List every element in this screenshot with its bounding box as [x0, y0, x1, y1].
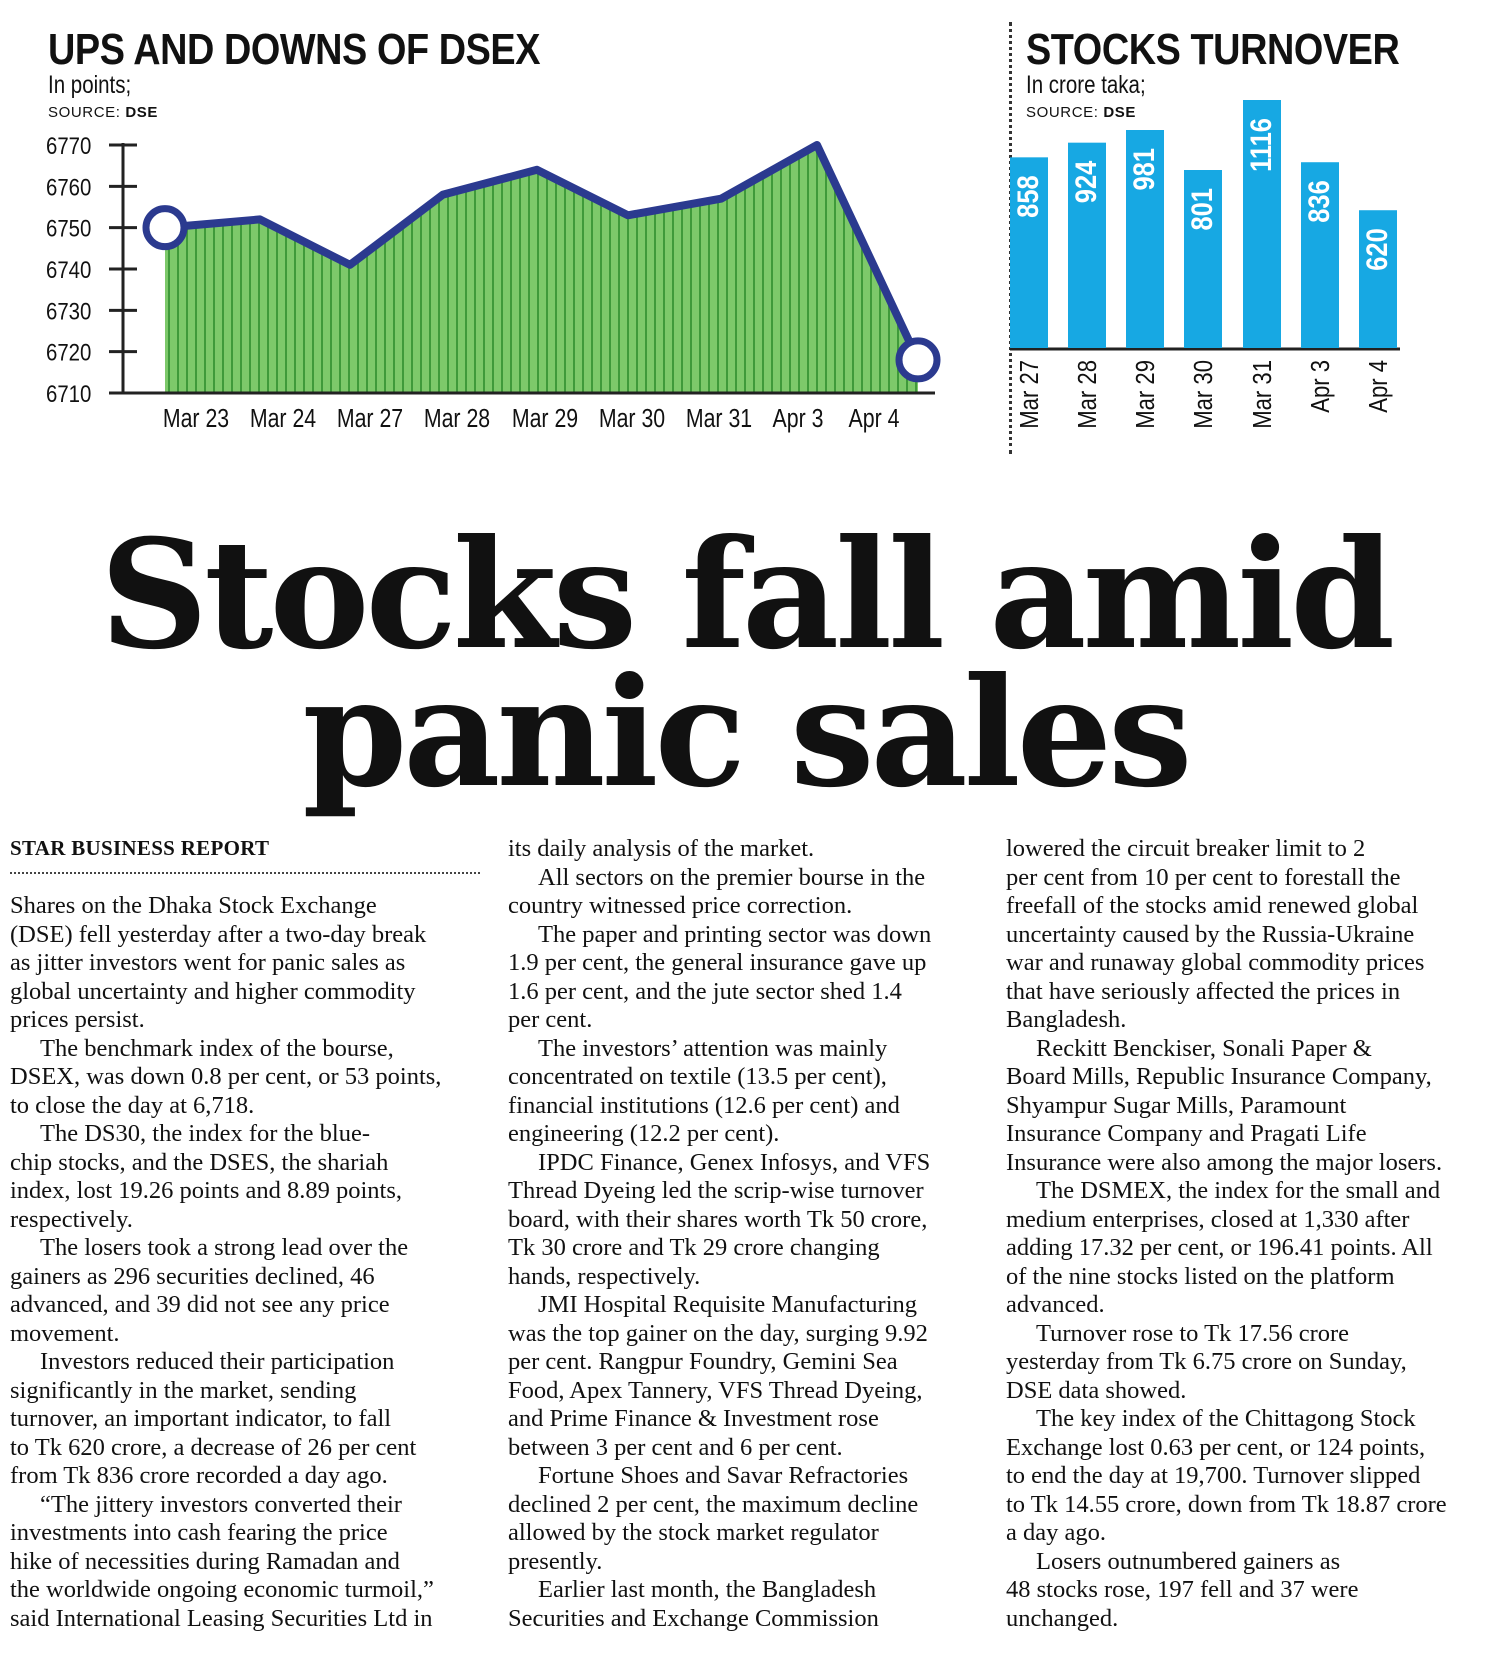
article-line: adding 17.32 per cent, or 196.41 points. All — [1006, 1234, 1433, 1261]
article-line: advanced. — [1006, 1291, 1105, 1318]
dsex-y-tick-label: 6770 — [46, 132, 92, 160]
article-line: to end the day at 19,700. Turnover slipped — [1006, 1462, 1421, 1489]
article-line: unchanged. — [1006, 1604, 1119, 1632]
turnover-bar-chart — [1010, 90, 1490, 460]
article-line: prices persist. — [10, 1006, 145, 1033]
article-line: allowed by the stock market regulator — [508, 1519, 879, 1546]
article-line: Fortune Shoes and Savar Refractories — [538, 1462, 909, 1489]
turnover-x-tick-label: Apr 3 — [1306, 360, 1336, 413]
dsex-x-tick-label: Mar 27 — [336, 404, 404, 434]
article-line: financial institutions (12.6 per cent) and — [508, 1091, 900, 1119]
article-line: All sectors on the premier bourse in the — [538, 863, 926, 891]
article-line: concentrated on textile (13.5 per cent), — [508, 1063, 887, 1090]
article-line: JMI Hospital Requisite Manufacturing — [538, 1291, 918, 1318]
dsex-point-marker — [899, 341, 937, 379]
dsex-area-chart — [0, 120, 1000, 450]
article-line: engineering (12.2 per cent). — [508, 1120, 780, 1147]
article-line: freefall of the stocks amid renewed global — [1006, 892, 1419, 919]
article-line: and Prime Finance & Investment rose — [508, 1405, 879, 1432]
article-line: Insurance Company and Pragati Life — [1006, 1120, 1367, 1147]
turnover-chart-source: SOURCE: DSE — [1026, 104, 1136, 121]
byline-rule — [10, 872, 480, 874]
article-line: Earlier last month, the Bangladesh — [538, 1576, 877, 1603]
article-line: (DSE) fell yesterday after a two-day break — [10, 920, 427, 948]
article-line: hands, respectively. — [508, 1262, 701, 1290]
dsex-area-fill — [165, 145, 918, 393]
turnover-bar-value-label: 620 — [1360, 228, 1394, 271]
article-line: DSEX, was down 0.8 per cent, or 53 points, — [10, 1063, 442, 1090]
article-line: was the top gainer on the day, surging 9.92 — [508, 1319, 928, 1347]
article-line: Reckitt Benckiser, Sonali Paper & — [1036, 1034, 1372, 1062]
article-line: index, lost 19.26 points and 8.89 points, — [10, 1177, 402, 1204]
turnover-chart-subtitle: In crore taka; — [1026, 71, 1146, 99]
article-line: 48 stocks rose, 197 fell and 37 were — [1006, 1576, 1359, 1603]
article-line: medium enterprises, closed at 1,330 after — [1006, 1205, 1410, 1233]
turnover-bar-value-label: 858 — [1011, 175, 1045, 218]
article-line: the worldwide ongoing economic turmoil,” — [10, 1576, 434, 1603]
dsex-y-tick-label: 6710 — [46, 380, 92, 408]
article-line: The paper and printing sector was down — [538, 920, 932, 948]
article-line: respectively. — [10, 1205, 133, 1233]
article-line: significantly in the market, sending — [10, 1376, 357, 1404]
article-line: country witnessed price correction. — [508, 892, 853, 919]
article-line: Losers outnumbered gainers as — [1036, 1547, 1341, 1575]
article-line: per cent from 10 per cent to forestall the — [1006, 863, 1401, 891]
article-line: yesterday from Tk 6.75 crore on Sunday, — [1006, 1348, 1407, 1375]
article-line: The key index of the Chittagong Stock — [1036, 1405, 1416, 1432]
article-line: to Tk 14.55 crore, down from Tk 18.87 crore — [1006, 1490, 1447, 1518]
article-line: Thread Dyeing led the scrip-wise turnover — [508, 1177, 924, 1204]
article-line: uncertainty caused by the Russia-Ukraine — [1006, 920, 1415, 948]
article-line: hike of necessities during Ramadan and — [10, 1547, 400, 1575]
article-line: per cent. Rangpur Foundry, Gemini Sea — [508, 1348, 898, 1375]
turnover-bar-value-label: 1116 — [1244, 118, 1278, 172]
dsex-chart-subtitle: In points; — [48, 71, 132, 99]
article-line: DSE data showed. — [1006, 1376, 1187, 1404]
article-line: Turnover rose to Tk 17.56 crore — [1036, 1319, 1350, 1347]
dsex-x-tick-label: Mar 24 — [249, 404, 317, 434]
article-line: Shyampur Sugar Mills, Paramount — [1006, 1091, 1347, 1119]
article-line: Tk 30 crore and Tk 29 crore changing — [508, 1234, 880, 1261]
dsex-x-tick-label: Mar 28 — [423, 404, 491, 434]
article-line: gainers as 296 securities declined, 46 — [10, 1262, 375, 1290]
article-column-3 — [1006, 835, 1481, 1633]
headline-line-2: panic sales — [302, 645, 1189, 821]
article-line: Exchange lost 0.63 per cent, or 124 points, — [1006, 1433, 1426, 1461]
article-line: of the nine stocks listed on the platform — [1006, 1262, 1395, 1290]
article-line: turnover, an important indicator, to fall — [10, 1405, 392, 1432]
article-line: between 3 per cent and 6 per cent. — [508, 1433, 843, 1461]
dsex-y-tick-label: 6760 — [46, 173, 92, 201]
article-line: to Tk 620 crore, a decrease of 26 per cent — [10, 1433, 417, 1461]
article-line: per cent. — [508, 1006, 593, 1033]
article-line: The DS30, the index for the blue- — [40, 1120, 370, 1147]
article-line: IPDC Finance, Genex Infosys, and VFS — [538, 1148, 931, 1176]
article-line: Investors reduced their participation — [40, 1348, 395, 1375]
byline: STAR BUSINESS REPORT — [10, 836, 270, 860]
article-line: The DSMEX, the index for the small and — [1036, 1177, 1441, 1204]
article-line: The losers took a strong lead over the — [40, 1234, 409, 1261]
article-line: Bangladesh. — [1006, 1006, 1127, 1033]
article-line: investments into cash fearing the price — [10, 1519, 388, 1546]
turnover-x-tick-label: Mar 31 — [1248, 360, 1278, 429]
article-line: 1.9 per cent, the general insurance gave up — [508, 949, 927, 976]
dsex-x-tick-label: Apr 4 — [848, 404, 900, 434]
turnover-x-tick-label: Apr 4 — [1364, 360, 1394, 413]
article-line: movement. — [10, 1319, 120, 1347]
dsex-y-tick-label: 6720 — [46, 339, 92, 367]
dsex-x-tick-label: Mar 29 — [511, 404, 579, 434]
dsex-chart-title: UPS AND DOWNS OF DSEX — [48, 25, 541, 74]
turnover-chart-title: STOCKS TURNOVER — [1026, 25, 1400, 74]
article-line: global uncertainty and higher commodity — [10, 977, 416, 1005]
turnover-x-tick-label: Mar 30 — [1189, 360, 1219, 429]
dsex-chart-source: SOURCE: DSE — [48, 104, 158, 121]
article-line: Shares on the Dhaka Stock Exchange — [10, 892, 377, 919]
article-line: to close the day at 6,718. — [10, 1091, 255, 1119]
dsex-x-tick-label: Mar 30 — [598, 404, 666, 434]
turnover-x-tick-label: Mar 29 — [1131, 360, 1161, 429]
article-line: lowered the circuit breaker limit to 2 — [1006, 835, 1366, 862]
article-line: chip stocks, and the DSES, the shariah — [10, 1148, 389, 1176]
article-line: board, with their shares worth Tk 50 crore, — [508, 1205, 928, 1233]
article-line: a day ago. — [1006, 1519, 1106, 1546]
dsex-x-tick-label: Mar 23 — [162, 404, 230, 434]
article-line: 1.6 per cent, and the jute sector shed 1.4 — [508, 977, 902, 1005]
dsex-y-tick-label: 6730 — [46, 297, 92, 325]
article-line: its daily analysis of the market. — [508, 835, 815, 862]
article-column-1 — [10, 892, 485, 1633]
article-line: advanced, and 39 did not see any price — [10, 1291, 390, 1318]
turnover-bar-value-label: 924 — [1069, 160, 1103, 204]
article-line: that have seriously affected the prices in — [1006, 977, 1401, 1005]
dsex-y-tick-label: 6750 — [46, 215, 92, 243]
turnover-bar-value-label: 801 — [1185, 188, 1219, 231]
dsex-point-marker — [146, 209, 184, 247]
article-line: as jitter investors went for panic sales as — [10, 949, 406, 976]
article-line: The investors’ attention was mainly — [538, 1034, 888, 1062]
headline-line-1: Stocks fall amid — [99, 507, 1392, 683]
article-line: from Tk 836 crore recorded a day ago. — [10, 1462, 388, 1489]
article-line: Food, Apex Tannery, VFS Thread Dyeing, — [508, 1376, 923, 1404]
article-line: Insurance were also among the major losers. — [1006, 1148, 1443, 1176]
article-column-2 — [508, 835, 983, 1633]
article-line: Securities and Exchange Commission — [508, 1604, 879, 1632]
dsex-x-tick-label: Apr 3 — [772, 404, 824, 434]
dsex-x-tick-label: Mar 31 — [685, 404, 753, 434]
article-line: presently. — [508, 1547, 603, 1575]
article-line: The benchmark index of the bourse, — [40, 1034, 394, 1062]
turnover-x-tick-label: Mar 27 — [1015, 360, 1045, 429]
turnover-bar-value-label: 981 — [1127, 148, 1161, 191]
article-line: Board Mills, Republic Insurance Company, — [1006, 1063, 1432, 1090]
turnover-x-tick-label: Mar 28 — [1073, 360, 1103, 429]
article-line: war and runaway global commodity prices — [1006, 949, 1425, 976]
dsex-y-tick-label: 6740 — [46, 256, 92, 284]
article-line: declined 2 per cent, the maximum decline — [508, 1490, 919, 1518]
turnover-bar-value-label: 836 — [1302, 180, 1336, 223]
article-line: said International Leasing Securities Ltd in — [10, 1604, 433, 1632]
article-line: “The jittery investors converted their — [40, 1490, 402, 1518]
